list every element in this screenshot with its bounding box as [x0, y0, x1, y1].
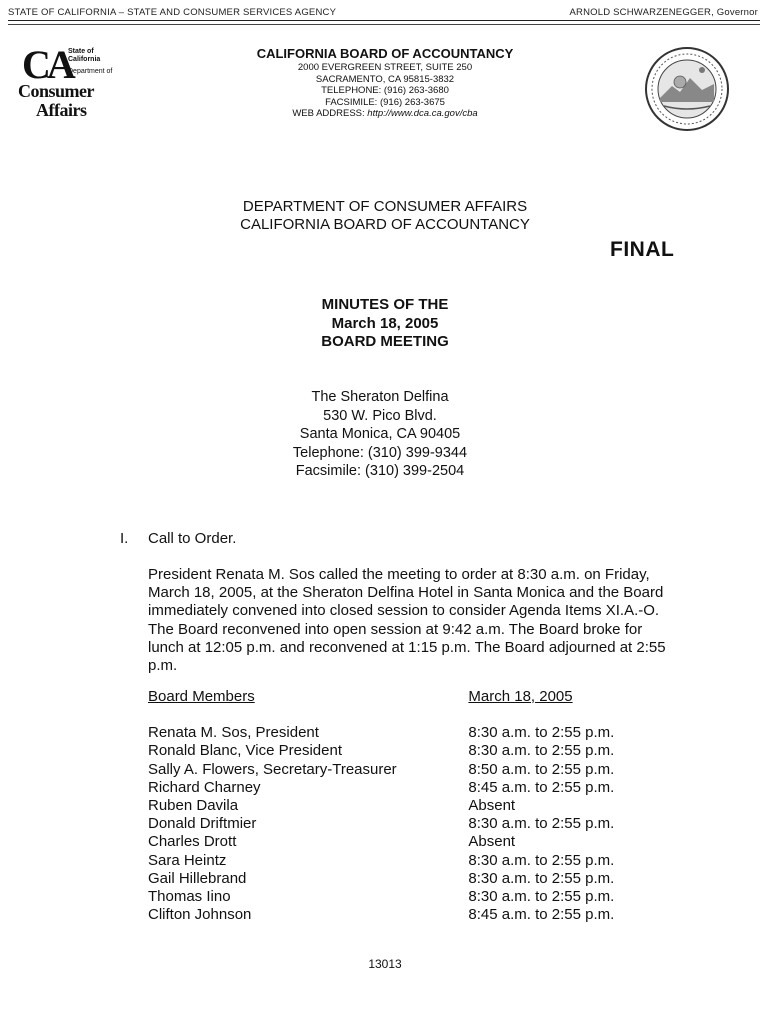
letterhead — [230, 46, 540, 120]
member-name: Sally A. Flowers, Secretary-Treasurer — [148, 760, 397, 778]
call-to-order-paragraph: President Renata M. Sos called the meeting to order at 8:30 a.m. on Friday, March 18, 2005, at the Sheraton Delfina Hotel in Santa Monica and the Board immediately convened into closed session to consider Agenda Items XI.A.-O. The Board reconvened into open session at 9:42 a.m. The Board broke for lunch at 12:05 p.m. and reconvened at 1:15 p.m. The Board adjourned at 2:55 p.m. — [148, 566, 666, 675]
table-row — [148, 761, 668, 779]
attendance-time: 8:30 a.m. to 2:55 p.m. — [468, 888, 615, 906]
table-row — [148, 742, 668, 760]
board-web-address — [230, 108, 540, 120]
member-name: Richard Charney — [148, 778, 261, 796]
board-city: SACRAMENTO, CA 95815-3832 — [315, 73, 455, 85]
attendance-time: 8:50 a.m. to 2:55 p.m. — [468, 760, 615, 778]
date-column-header: March 18, 2005 — [468, 688, 573, 705]
final-status-label: FINAL — [610, 238, 675, 261]
minutes-title-line1: MINUTES OF THE — [321, 296, 449, 313]
board-name-heading: CALIFORNIA BOARD OF ACCOUNTANCY — [240, 216, 530, 233]
consumer-affairs-logo — [14, 44, 124, 124]
section-title: Call to Order. — [148, 530, 237, 547]
member-name: Ronald Blanc, Vice President — [148, 742, 343, 760]
board-street: 2000 EVERGREEN STREET, SUITE 250 — [297, 62, 473, 73]
logo-state-text: State of California — [68, 48, 101, 63]
member-name: Thomas Iino — [148, 888, 231, 906]
attendance-time: Absent — [468, 797, 516, 815]
board-facsimile: FACSIMILE: (916) 263-3675 — [325, 96, 445, 108]
department-name: DEPARTMENT OF CONSUMER AFFAIRS — [242, 198, 528, 215]
member-name: Charles Drott — [148, 833, 237, 851]
ca-logo-mark: CA — [22, 42, 72, 87]
section-heading — [120, 530, 236, 547]
table-row — [148, 906, 668, 924]
state-seal-icon — [644, 46, 730, 132]
venue-street: 530 W. Pico Blvd. — [323, 407, 437, 424]
agency-header-bar — [8, 6, 760, 36]
meeting-venue — [230, 388, 530, 481]
attendance-time: 8:30 a.m. to 2:55 p.m. — [468, 724, 615, 742]
table-row — [148, 815, 668, 833]
web-label: WEB ADDRESS: — [292, 108, 368, 119]
table-row — [148, 870, 668, 888]
attendance-time: Absent — [468, 833, 516, 851]
attendance-time: 8:30 a.m. to 2:55 p.m. — [468, 815, 615, 833]
attendance-time: 8:30 a.m. to 2:55 p.m. — [468, 742, 615, 760]
attendance-rows — [148, 724, 668, 924]
member-name: Donald Driftmier — [148, 815, 257, 833]
venue-facsimile: Facsimile: (310) 399-2504 — [295, 463, 465, 479]
table-row — [148, 852, 668, 870]
member-name: Clifton Johnson — [148, 906, 252, 924]
member-name: Ruben Davila — [148, 797, 239, 815]
table-row — [148, 888, 668, 906]
attendance-time: 8:30 a.m. to 2:55 p.m. — [468, 851, 615, 869]
member-name: Sara Heintz — [148, 851, 227, 869]
table-row — [148, 833, 668, 851]
table-row — [148, 797, 668, 815]
attendance-table — [148, 688, 668, 924]
minutes-title-line3: BOARD MEETING — [321, 333, 449, 350]
members-column-header: Board Members — [148, 688, 255, 705]
member-name: Gail Hillebrand — [148, 869, 247, 887]
attendance-table-header — [148, 688, 668, 706]
member-name: Renata M. Sos, President — [148, 724, 319, 742]
section-number: I. — [120, 530, 129, 547]
logo-consumer-text: Consumer — [18, 81, 94, 101]
meeting-date: March 18, 2005 — [331, 314, 439, 332]
logo-dept-text: Department of — [68, 68, 113, 75]
logo-affairs-text: Affairs — [36, 100, 87, 120]
document-heading — [150, 198, 620, 234]
attendance-time: 8:45 a.m. to 2:55 p.m. — [468, 778, 615, 796]
governor-name: ARNOLD SCHWARZENEGGER, Governor — [569, 7, 758, 17]
attendance-time: 8:45 a.m. to 2:55 p.m. — [468, 906, 615, 924]
table-row — [148, 779, 668, 797]
board-telephone: TELEPHONE: (916) 263-3680 — [321, 85, 449, 96]
header-rule-secondary — [8, 24, 760, 25]
web-url: http://www.dca.ca.gov/cba — [367, 108, 478, 119]
header-rule — [8, 20, 760, 21]
venue-name: The Sheraton Delfina — [311, 389, 449, 405]
minutes-title — [250, 296, 520, 352]
venue-city: Santa Monica, CA 90405 — [299, 426, 461, 442]
board-name: CALIFORNIA BOARD OF ACCOUNTANCY — [256, 46, 514, 61]
attendance-time: 8:30 a.m. to 2:55 p.m. — [468, 869, 615, 887]
agency-name: STATE OF CALIFORNIA – STATE AND CONSUMER SERVICES AGENCY — [8, 7, 337, 17]
venue-telephone: Telephone: (310) 399-9344 — [292, 444, 468, 461]
table-row — [148, 724, 668, 742]
page-number: 13013 — [368, 957, 402, 971]
